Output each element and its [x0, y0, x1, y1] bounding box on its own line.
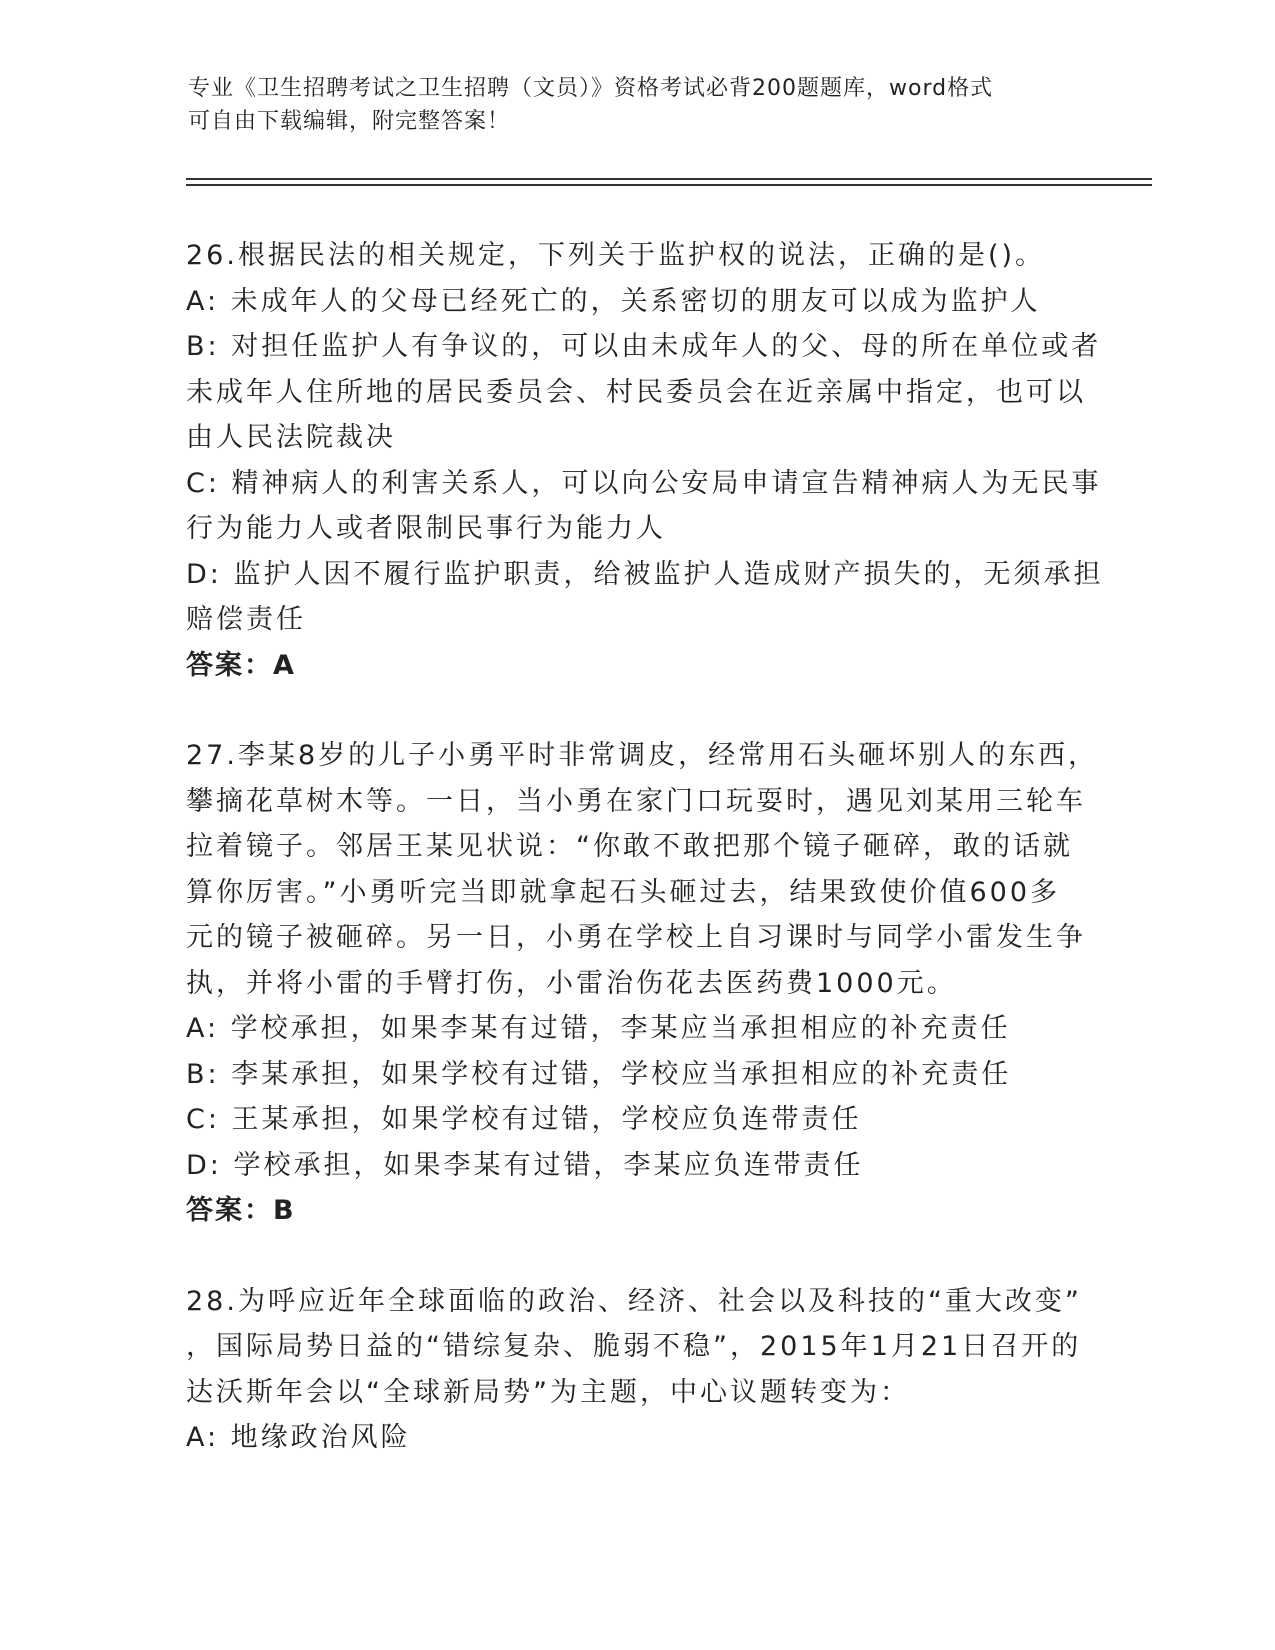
option-d: D: 监护人因不履行监护职责，给被监护人造成财产损失的，无须承担: [186, 558, 1104, 590]
question-list: [186, 233, 1104, 1461]
document-header: [188, 72, 1068, 138]
header-divider-top: [186, 178, 1152, 180]
answer-label: 答案：A: [186, 649, 296, 681]
question-line: 执，并将小雷的手臂打伤，小雷治伤花去医药费1000元。: [186, 967, 957, 999]
option-d-cont: 赔偿责任: [186, 604, 306, 635]
question-26: [186, 233, 1104, 688]
option-b-cont: 未成年人住所地的居民委员会、村民委员会在近亲属中指定，也可以: [186, 376, 1086, 408]
option-c: C: 王某承担，如果学校有过错，学校应负连带责任: [186, 1104, 862, 1135]
question-line: ，国际局势日益的“错综复杂、脆弱不稳”，2015年1月21日召开的: [186, 1331, 1082, 1362]
question-line: 元的镜子被砸碎。另一日，小勇在学校上自习课时与同学小雷发生争: [186, 922, 1086, 953]
header-line-2: 可自由下载编辑，附完整答案！: [188, 109, 511, 134]
answer-label: 答案：B: [186, 1195, 296, 1226]
option-c-cont: 行为能力人或者限制民事行为能力人: [186, 513, 666, 544]
option-a: A: 地缘政治风险: [186, 1422, 411, 1453]
question-line: 攀摘花草树木等。一日，当小勇在家门口玩耍时，遇见刘某用三轮车: [186, 785, 1086, 817]
option-a: A: 未成年人的父母已经死亡的，关系密切的朋友可以成为监护人: [186, 285, 1041, 317]
option-b: B: 李某承担，如果学校有过错，学校应当承担相应的补充责任: [186, 1058, 1012, 1090]
header-divider-bottom: [186, 184, 1152, 186]
option-a: A: 学校承担，如果李某有过错，李某应当承担相应的补充责任: [186, 1013, 1011, 1044]
option-c: C: 精神病人的利害关系人，可以向公安局申请宣告精神病人为无民事: [186, 467, 1102, 499]
question-line: 达沃斯年会以“全球新局势”为主题，中心议题转变为：: [186, 1376, 910, 1408]
question-line: 拉着镜子。邻居王某见状说：“你敢不敢把那个镜子砸碎，敢的话就: [186, 831, 1073, 862]
option-b: B: 对担任监护人有争议的，可以由未成年人的父、母的所在单位或者: [186, 331, 1102, 362]
question-27: [186, 733, 1099, 1234]
option-d: D: 学校承担，如果李某有过错，李某应负连带责任: [186, 1149, 864, 1181]
question-28: [186, 1279, 1086, 1461]
header-line-1: 专业《卫生招聘考试之卫生招聘（文员）》资格考试必背200题题库，word格式: [188, 76, 994, 101]
option-b-cont: 由人民法院裁决: [186, 422, 396, 453]
question-line: 28.为呼应近年全球面临的政治、经济、社会以及科技的“重大改变”: [186, 1285, 1082, 1317]
question-line: 26.根据民法的相关规定，下列关于监护权的说法，正确的是()。: [186, 240, 1046, 271]
question-line: 27.李某8岁的儿子小勇平时非常调皮，经常用石头砸坏别人的东西，: [186, 740, 1099, 771]
question-line: 算你厉害。”小勇听完当即就拿起石头砸过去，结果致使价值600多: [186, 876, 1061, 908]
